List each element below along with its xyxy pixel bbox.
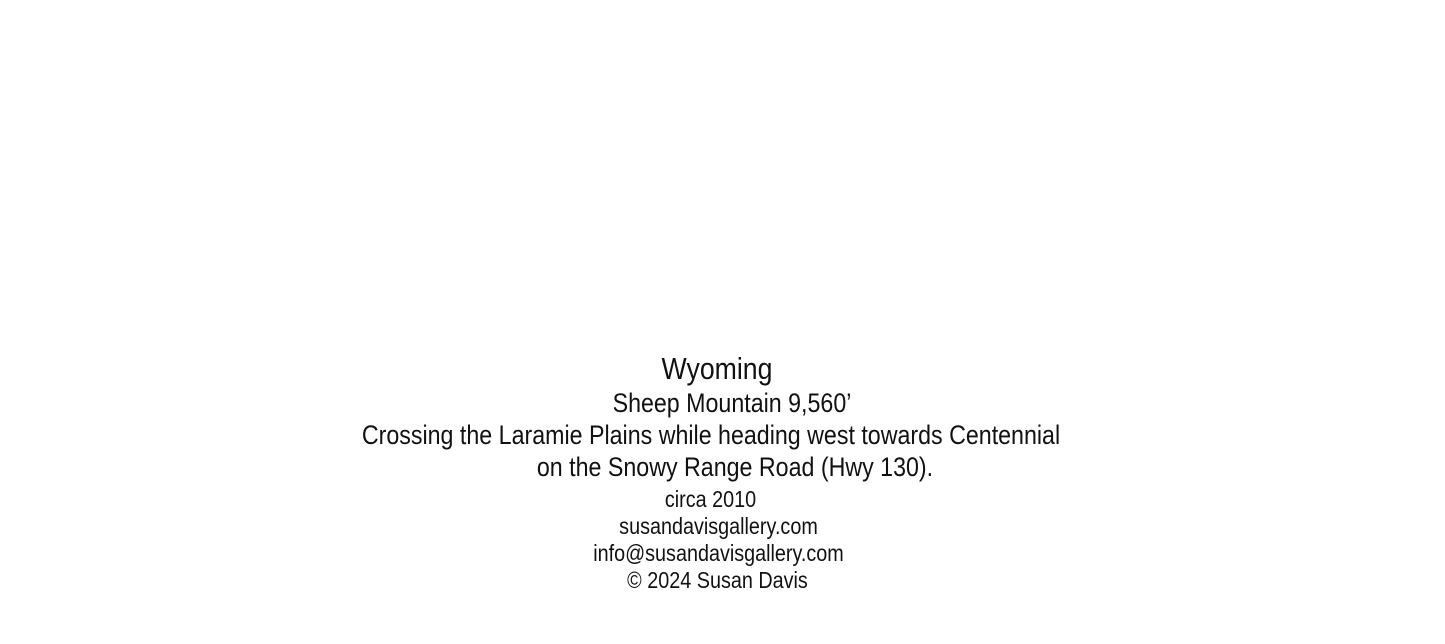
email-link[interactable]: info@susandavisgallery.com xyxy=(593,540,844,566)
email-link-row xyxy=(101,542,1337,565)
website-link[interactable]: susandavisgallery.com xyxy=(619,513,818,539)
artwork-description-line-1: Crossing the Laramie Plains while heading west towards Centennial xyxy=(361,420,1061,450)
artwork-title: Wyoming xyxy=(661,351,773,386)
artwork-subtitle: Sheep Mountain 9,560’ xyxy=(612,388,852,418)
artwork-date: circa 2010 xyxy=(664,486,757,512)
website-link-row xyxy=(101,515,1337,538)
artwork-description-line-2: on the Snowy Range Road (Hwy 130). xyxy=(536,452,934,482)
copyright-notice: © 2024 Susan Davis xyxy=(627,567,808,593)
